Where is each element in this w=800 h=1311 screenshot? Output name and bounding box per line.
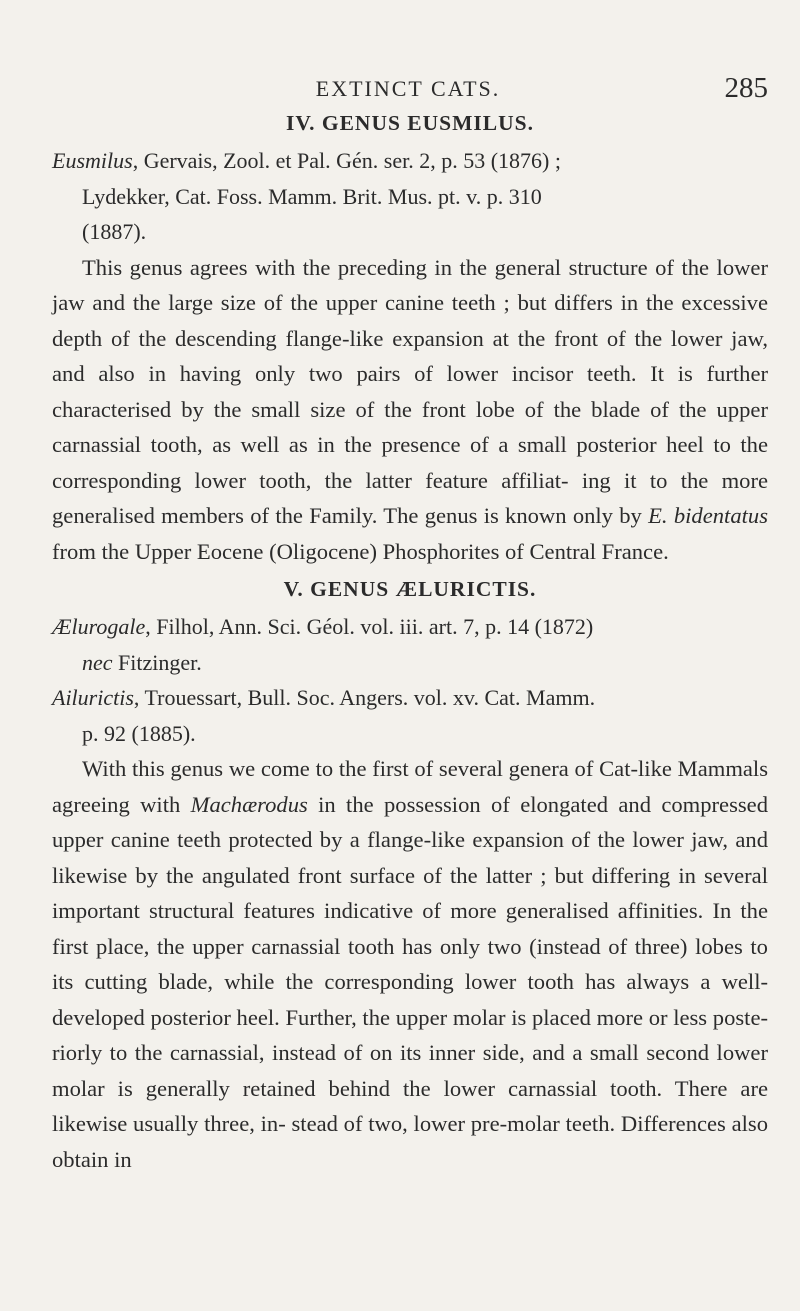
body-paragraph bbox=[52, 751, 768, 1177]
synonymy-reference bbox=[52, 680, 768, 751]
page-body bbox=[52, 103, 768, 1177]
genus-name: Eusmilus bbox=[52, 148, 133, 173]
text-line: small second lower molar is generally retained behind the bbox=[52, 1040, 768, 1101]
nec-term: nec bbox=[82, 649, 113, 675]
text-line: only two (instead of three) lobes to its cutting blade, while the bbox=[52, 933, 768, 994]
text-line: important structural features indicative of more generalised bbox=[52, 898, 609, 923]
reference-text: Lydekker, Cat. Foss. Mamm. Brit. Mus. pt. v. p. 310 bbox=[82, 183, 542, 209]
species-name: E. bidentatus bbox=[648, 503, 768, 528]
text-line: affinities. In the first place, the upper carnassial tooth has bbox=[52, 898, 769, 959]
reference-text: (1887). bbox=[82, 219, 147, 244]
text-line: by the small size of the front lobe of the blade of the upper bbox=[181, 396, 768, 422]
section-heading-eusmilus: IV. GENUS EUSMILUS. bbox=[285, 111, 534, 135]
synonymy-reference bbox=[52, 609, 768, 680]
text-line: but differs in the excessive depth of the descending flange-like bbox=[52, 290, 768, 351]
text-line: genus is known only by bbox=[424, 503, 649, 528]
genus-name: Ailurictis bbox=[52, 685, 134, 710]
running-title: EXTINCT CATS. bbox=[315, 76, 501, 101]
text-line: angulated front surface of the latter ; but differing in several bbox=[201, 862, 768, 888]
reference-text: , Filhol, Ann. Sci. Géol. vol. iii. art. 7, p. 14 (1872) bbox=[145, 614, 594, 639]
text-line: ing it to the more generalised members of the Family. The bbox=[52, 467, 769, 528]
page-number: 285 bbox=[724, 72, 768, 104]
section-heading-aelurictis: V. GENUS ÆLURICTIS. bbox=[283, 577, 537, 601]
text-line: carnassial tooth, as well as in the presence of a small posterior bbox=[52, 432, 657, 457]
text-line: corresponding lower tooth has always a well-developed posterior bbox=[52, 969, 768, 1030]
body-paragraph bbox=[52, 250, 768, 570]
text-line: (Oligocene) Phosphorites of Central France. bbox=[269, 538, 669, 564]
text-line: a flange-like expansion of the lower jaw, and likewise by the bbox=[52, 827, 768, 888]
text-line: in the possession bbox=[307, 791, 481, 817]
text-line: expansion at the front of the lower jaw, and also in having bbox=[52, 325, 768, 386]
text-line: heel to the corresponding lower tooth, the latter feature affiliat- bbox=[52, 432, 769, 493]
text-line: stead of two, lower pre-molar teeth. Differences also obtain in bbox=[52, 1111, 769, 1172]
genus-name: Machærodus bbox=[190, 791, 308, 817]
reference-text: p. 92 (1885). bbox=[82, 720, 196, 746]
genus-name: Ælurogale bbox=[52, 614, 146, 639]
synonymy-reference bbox=[52, 143, 768, 250]
text-line: lower carnassial tooth. There are likewise usually three, in- bbox=[52, 1075, 768, 1136]
text-line: of the lower jaw and the large size of the upper canine teeth ; bbox=[52, 254, 768, 315]
text-line: from the Upper Eocene bbox=[52, 538, 264, 564]
text-line: With this genus we come to the first of several genera of bbox=[82, 756, 594, 781]
reference-text: Fitzinger. bbox=[112, 649, 202, 675]
reference-text: , Gervais, Zool. et Pal. Gén. ser. 2, p. 53 (1876) ; bbox=[132, 148, 561, 173]
text-line: heel. Further, the upper molar is placed more or less poste- bbox=[236, 1004, 768, 1030]
text-line: of elongated and compressed upper canine teeth protected by bbox=[52, 791, 768, 852]
text-line: riorly to the carnassial, instead of on its inner side, and a bbox=[52, 1040, 583, 1065]
text-line: only two pairs of lower incisor teeth. It is further characterised bbox=[52, 361, 769, 422]
text-line: Cat-like Mammals agreeing with bbox=[52, 756, 768, 817]
text-line: This genus agrees with the preceding in the general structure bbox=[82, 254, 648, 280]
reference-text: , Trouessart, Bull. Soc. Angers. vol. xv. Cat. Mamm. bbox=[133, 685, 596, 710]
